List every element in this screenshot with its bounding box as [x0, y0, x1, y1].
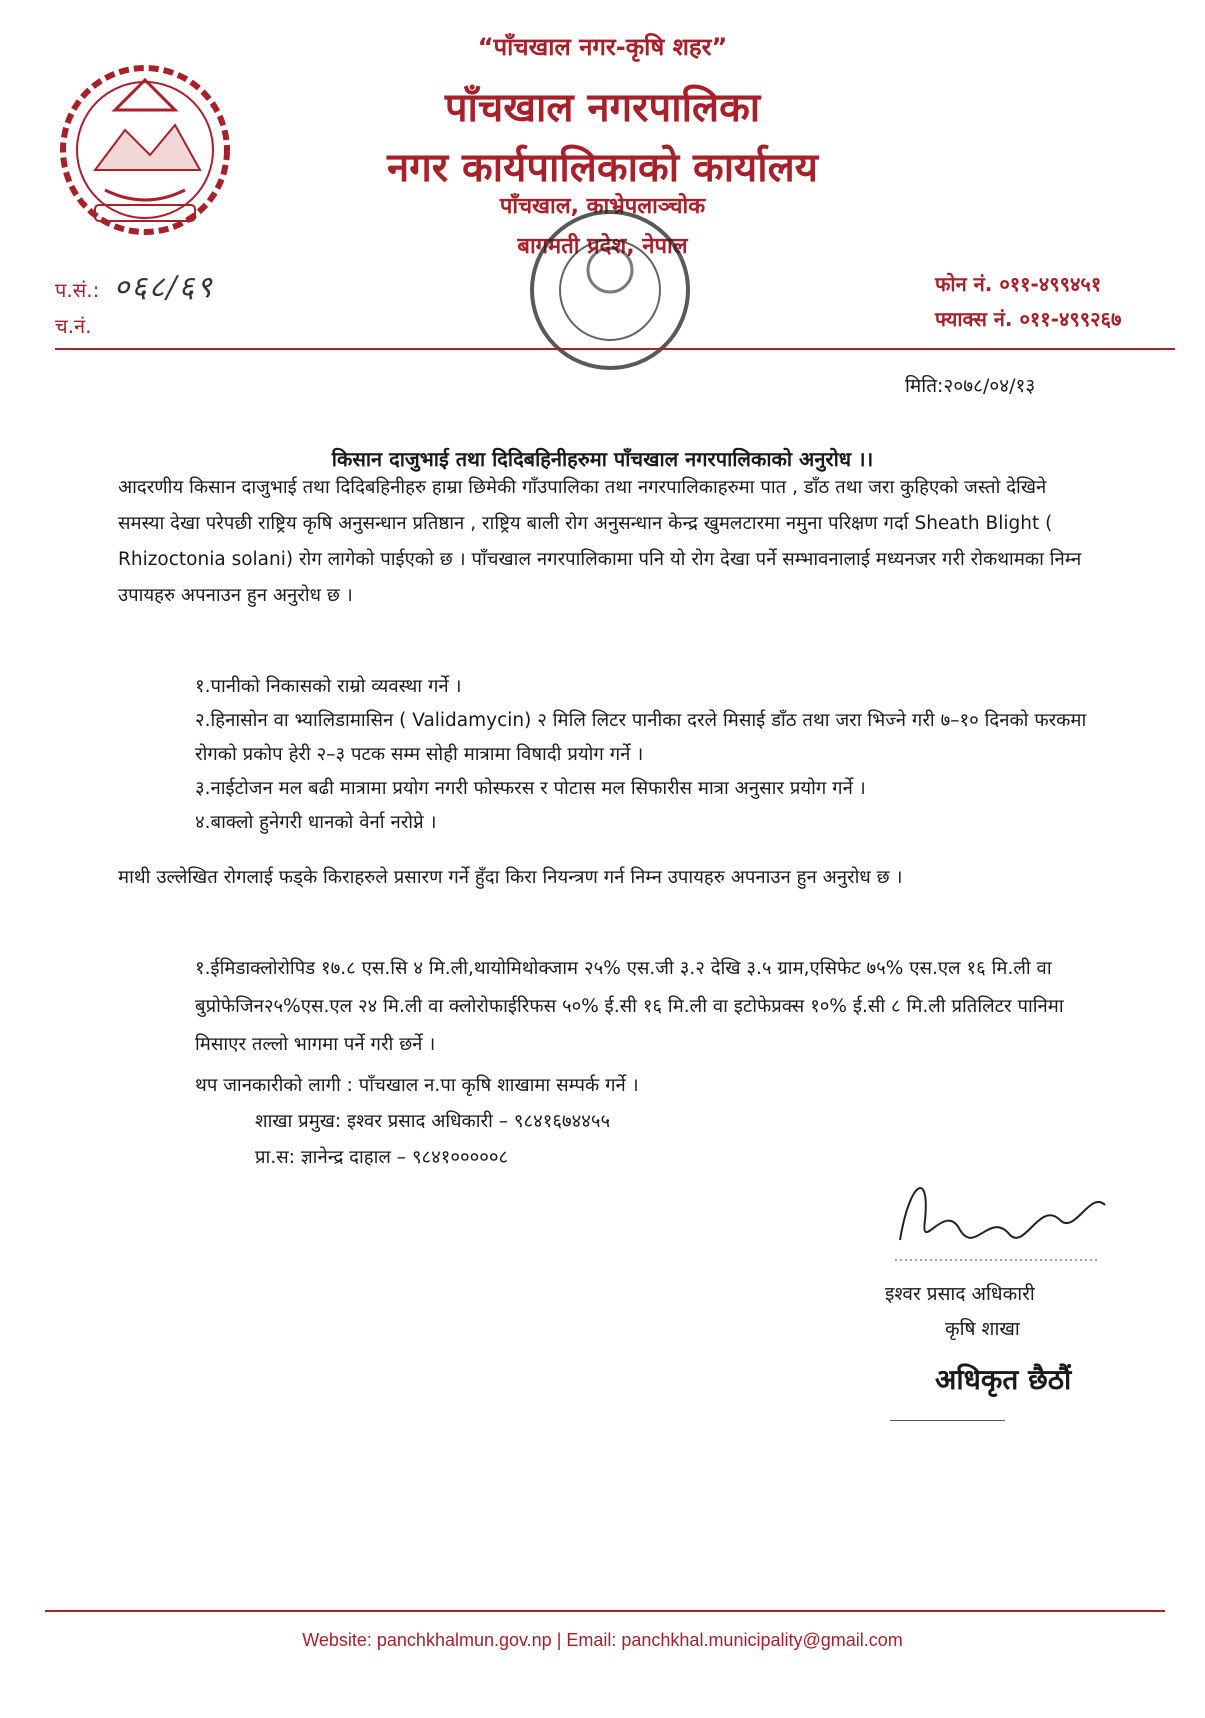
signatory-department: कृषि शाखा — [945, 1318, 1020, 1340]
signature-underline — [890, 1420, 1005, 1421]
list-item: ३.नाईटोजन मल बढी मात्रामा प्रयोग नगरी फोस्फरस र पोटास मल सिफारीस मात्रा अनुसार प्रयोग गर्ने । — [195, 778, 866, 799]
list-item: १.पानीको निकासको राम्रो व्यवस्था गर्ने । — [195, 676, 462, 697]
handwritten-signature-icon — [890, 1160, 1120, 1270]
reference-label: प.सं.: — [55, 278, 100, 302]
fax-number: फ्याक्स नं. ०११-४९९२६७ — [935, 307, 1122, 331]
contact-intro: थप जानकारीको लागी : पाँचखाल न.पा कृषि शाखामा सम्पर्क गर्ने । — [195, 1075, 639, 1096]
letter-date: मिति:२०७८/०४/१३ — [905, 375, 1036, 397]
intro-paragraph: आदरणीय किसान दाजुभाई तथा दिदिबहिनीहरु हाम्रा छिमेकी गाँउपालिका तथा नगरपालिकाहरुमा पात , डाँठ तथा जरा कुहिएको जस्तो देखिने समस्या देखा परेपछी राष्ट्रिय कृषि अनुसन्धान प्रतिष्ठान , राष्ट्रिय बाली रोग अनुसन्धान केन्द्र खुमलटारमा नमुना परिक्षण गर्दा Sheath Blight ( Rhizoctonia solani) रोग लागेको पाईएको छ । पाँचखाल नगरपालिकामा पनि यो रोग देखा पर्ने सम्भावनालाई मध्यनजर गरी रोकथामका निम्न उपायहरु अपनाउन हुन अनुरोध छ । — [118, 477, 1082, 606]
reference-number — [55, 265, 214, 306]
office-subtitle: नगर कार्यपालिकाको कार्यालय — [387, 145, 818, 191]
insecticide-instructions: १.ईमिडाक्लोरोपिड १७.८ एस.सि ४ मि.ली,थायोमिथोक्जाम २५% एस.जी ३.२ देखि ३.५ ग्राम,एसिफेट ७५% एस.एल १६ मि.ली वा बुप्रोफेजिन२५%एस.एल २४ मि.ली वा क्लोरोफाईरिफस ५०% ई.सी १६ मि.ली वा इटोफेप्रक्स १०% ई.सी ८ मि.ली प्रतिलिटर पानिमा मिसाएर तल्लो भागमा पर्ने गरी छर्ने । — [195, 958, 1064, 1055]
slogan: “पाँचखाल नगर-कृषि शहर” — [477, 33, 728, 61]
insect-control-paragraph: माथी उल्लेखित रोगलाई फड्के किराहरुले प्रसारण गर्ने हुँदा किरा नियन्त्रण गर्न निम्न उपायहरु अपनाउन हुन अनुरोध छ । — [118, 867, 903, 888]
list-item: २.हिनासोन वा भ्यालिडामासिन ( Validamycin) २ मिलि लिटर पानीका दरले मिसाई डाँठ तथा जरा भिज्ने गरी ७–१० दिनको फरकमा रोगको प्रकोप हेरी २–३ पटक सम्म सोही मात्रामा विषादी प्रयोग गर्ने । — [195, 710, 1087, 765]
phone-number: फोन नं. ०११-४९९४५१ — [935, 272, 1102, 296]
address-line-2: बागमती प्रदेश, नेपाल — [517, 234, 688, 259]
contact-branch-head: शाखा प्रमुख: इश्वर प्रसाद अधिकारी – ९८४१६७४४५५ — [255, 1111, 611, 1132]
office-name: पाँचखाल नगरपालिका — [444, 85, 761, 131]
prevention-measures-list — [195, 670, 1095, 840]
reference-value: ०६८/६९ — [113, 270, 214, 305]
footer-contact: Website: panchkhalmun.gov.np | Email: panchkhal.municipality@gmail.com — [302, 1630, 903, 1650]
address-line-1: पाँचखाल, काभ्रेपलाञ्चोक — [499, 194, 706, 219]
contact-assistant: प्रा.स: ज्ञानेन्द्र दाहाल – ९८४१०००००८ — [255, 1147, 509, 1168]
list-item: ४.बाक्लो हुनेगरी धानको वेर्ना नरोप्ने । — [195, 812, 437, 833]
signatory-authority: अधिकृत छैठौं — [935, 1363, 1072, 1396]
footer-divider — [45, 1610, 1165, 1612]
header-divider — [55, 348, 1175, 350]
letter-subject: किसान दाजुभाई तथा दिदिबहिनीहरुमा पाँचखाल नगरपालिकाको अनुरोध ।। — [331, 447, 874, 471]
dispatch-number-label: च.नं. — [55, 314, 92, 338]
signatory-name: इश्वर प्रसाद अधिकारी — [885, 1283, 1035, 1305]
office-seal-stamp-icon — [520, 200, 700, 380]
